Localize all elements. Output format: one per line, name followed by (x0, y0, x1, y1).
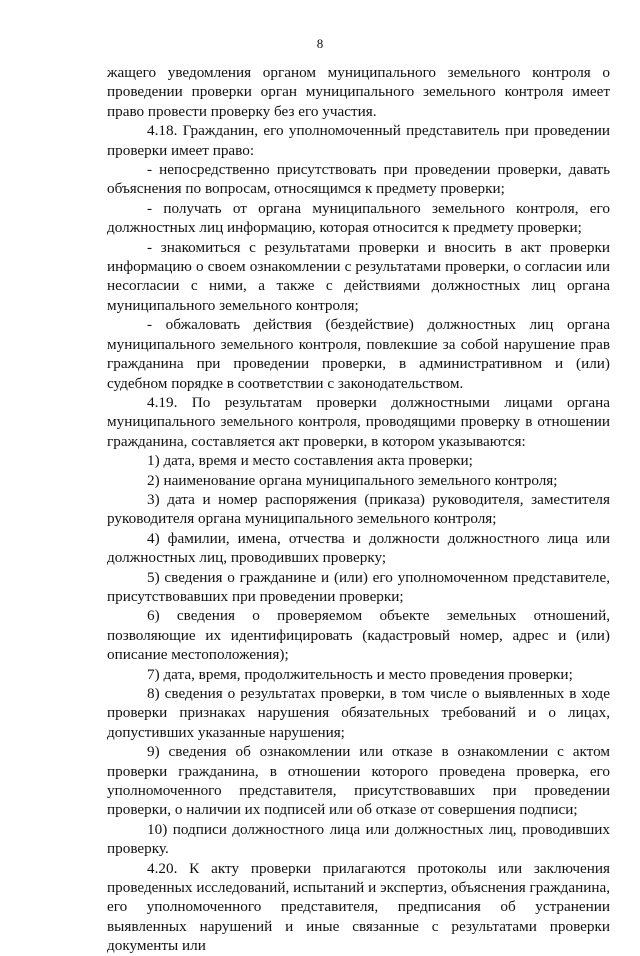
page-number: 8 (316, 36, 324, 51)
paragraph-4-18: 4.18. Гражданин, его уполномоченный представитель при проведении проверки имеет право: (107, 122, 610, 159)
paragraph-4-20: 4.20. К акту проверки прилагаются протоколы или заключения проведенных исследований, испытаний и экспертиз, объяснения гражданина, его уполномоченного представителя, предписания об устранении выявленных нарушений и иные связанные с результатами проверки документы или (107, 859, 610, 955)
list-item-6: 6) сведения о проверяемом объекте земельных отношений, позволяющие их идентифицировать (кадастровый номер, адрес и (или) описание местоположения); (107, 607, 610, 664)
list-item-10: 10) подписи должностного лица или должностных лиц, проводивших проверку. (107, 820, 610, 858)
list-item-4: 4) фамилии, имена, отчества и должности должностного лица или должностных лиц, проводивших проверку; (107, 529, 610, 567)
list-item-right-attend: - непосредственно присутствовать при проведении проверки, давать объяснения по вопросам, относящимся к предмету проверки; (107, 161, 610, 198)
list-item-right-review-results: - знакомиться с результатами проверки и вносить в акт проверки информацию о своем ознакомлении с результатами проверки, о согласии или несогласии с ними, а также с действиями должностных лиц органа муниципального земельного контроля; (107, 238, 610, 314)
list-item-3: 3) дата и номер распоряжения (приказа) руководителя, заместителя руководителя органа муниципального земельного контроля; (107, 490, 610, 528)
paragraph-4-19: 4.19. По результатам проверки должностными лицами органа муниципального земельного контроля, проводящими проверку в отношении гражданина, составляется акт проверки, в котором указываются: (107, 393, 610, 450)
list-item-9: 9) сведения об ознакомлении или отказе в ознакомлении с актом проверки гражданина, в отношении которого проведена проверка, его уполномоченного представителя, присутствовавших при проведении проверки, о наличии их подписей или об отказе от совершения подписи; (107, 743, 610, 819)
list-item-right-receive-info: - получать от органа муниципального земельного контроля, его должностных лиц информацию, которая относится к предмету проверки; (107, 199, 610, 237)
list-item-1: 1) дата, время и место составления акта проверки; (147, 452, 473, 470)
list-item-2: 2) наименование органа муниципального земельного контроля; (147, 471, 558, 489)
list-item-5: 5) сведения о гражданине и (или) его уполномоченном представителе, присутствовавших при проведении проверки; (107, 568, 610, 605)
document-body (107, 63, 610, 956)
list-item-right-appeal: - обжаловать действия (бездействие) должностных лиц органа муниципального земельного контроля, повлекшие за собой нарушение прав гражданина при проведении проверки, в административном и (или) судебном порядке в соответствии с законодательством. (107, 316, 610, 392)
list-item-8: 8) сведения о результатах проверки, в том числе о выявленных в ходе проверки признаках нарушения обязательных требований и о лицах, допустивших указанные нарушения; (107, 685, 610, 741)
list-item-7: 7) дата, время, продолжительность и место проведения проверки; (147, 665, 573, 683)
paragraph-continuation: жащего уведомления органом муниципального земельного контроля о проведении проверки орган муниципального земельного контроля имеет право провести проверку без его участия. (107, 64, 610, 120)
